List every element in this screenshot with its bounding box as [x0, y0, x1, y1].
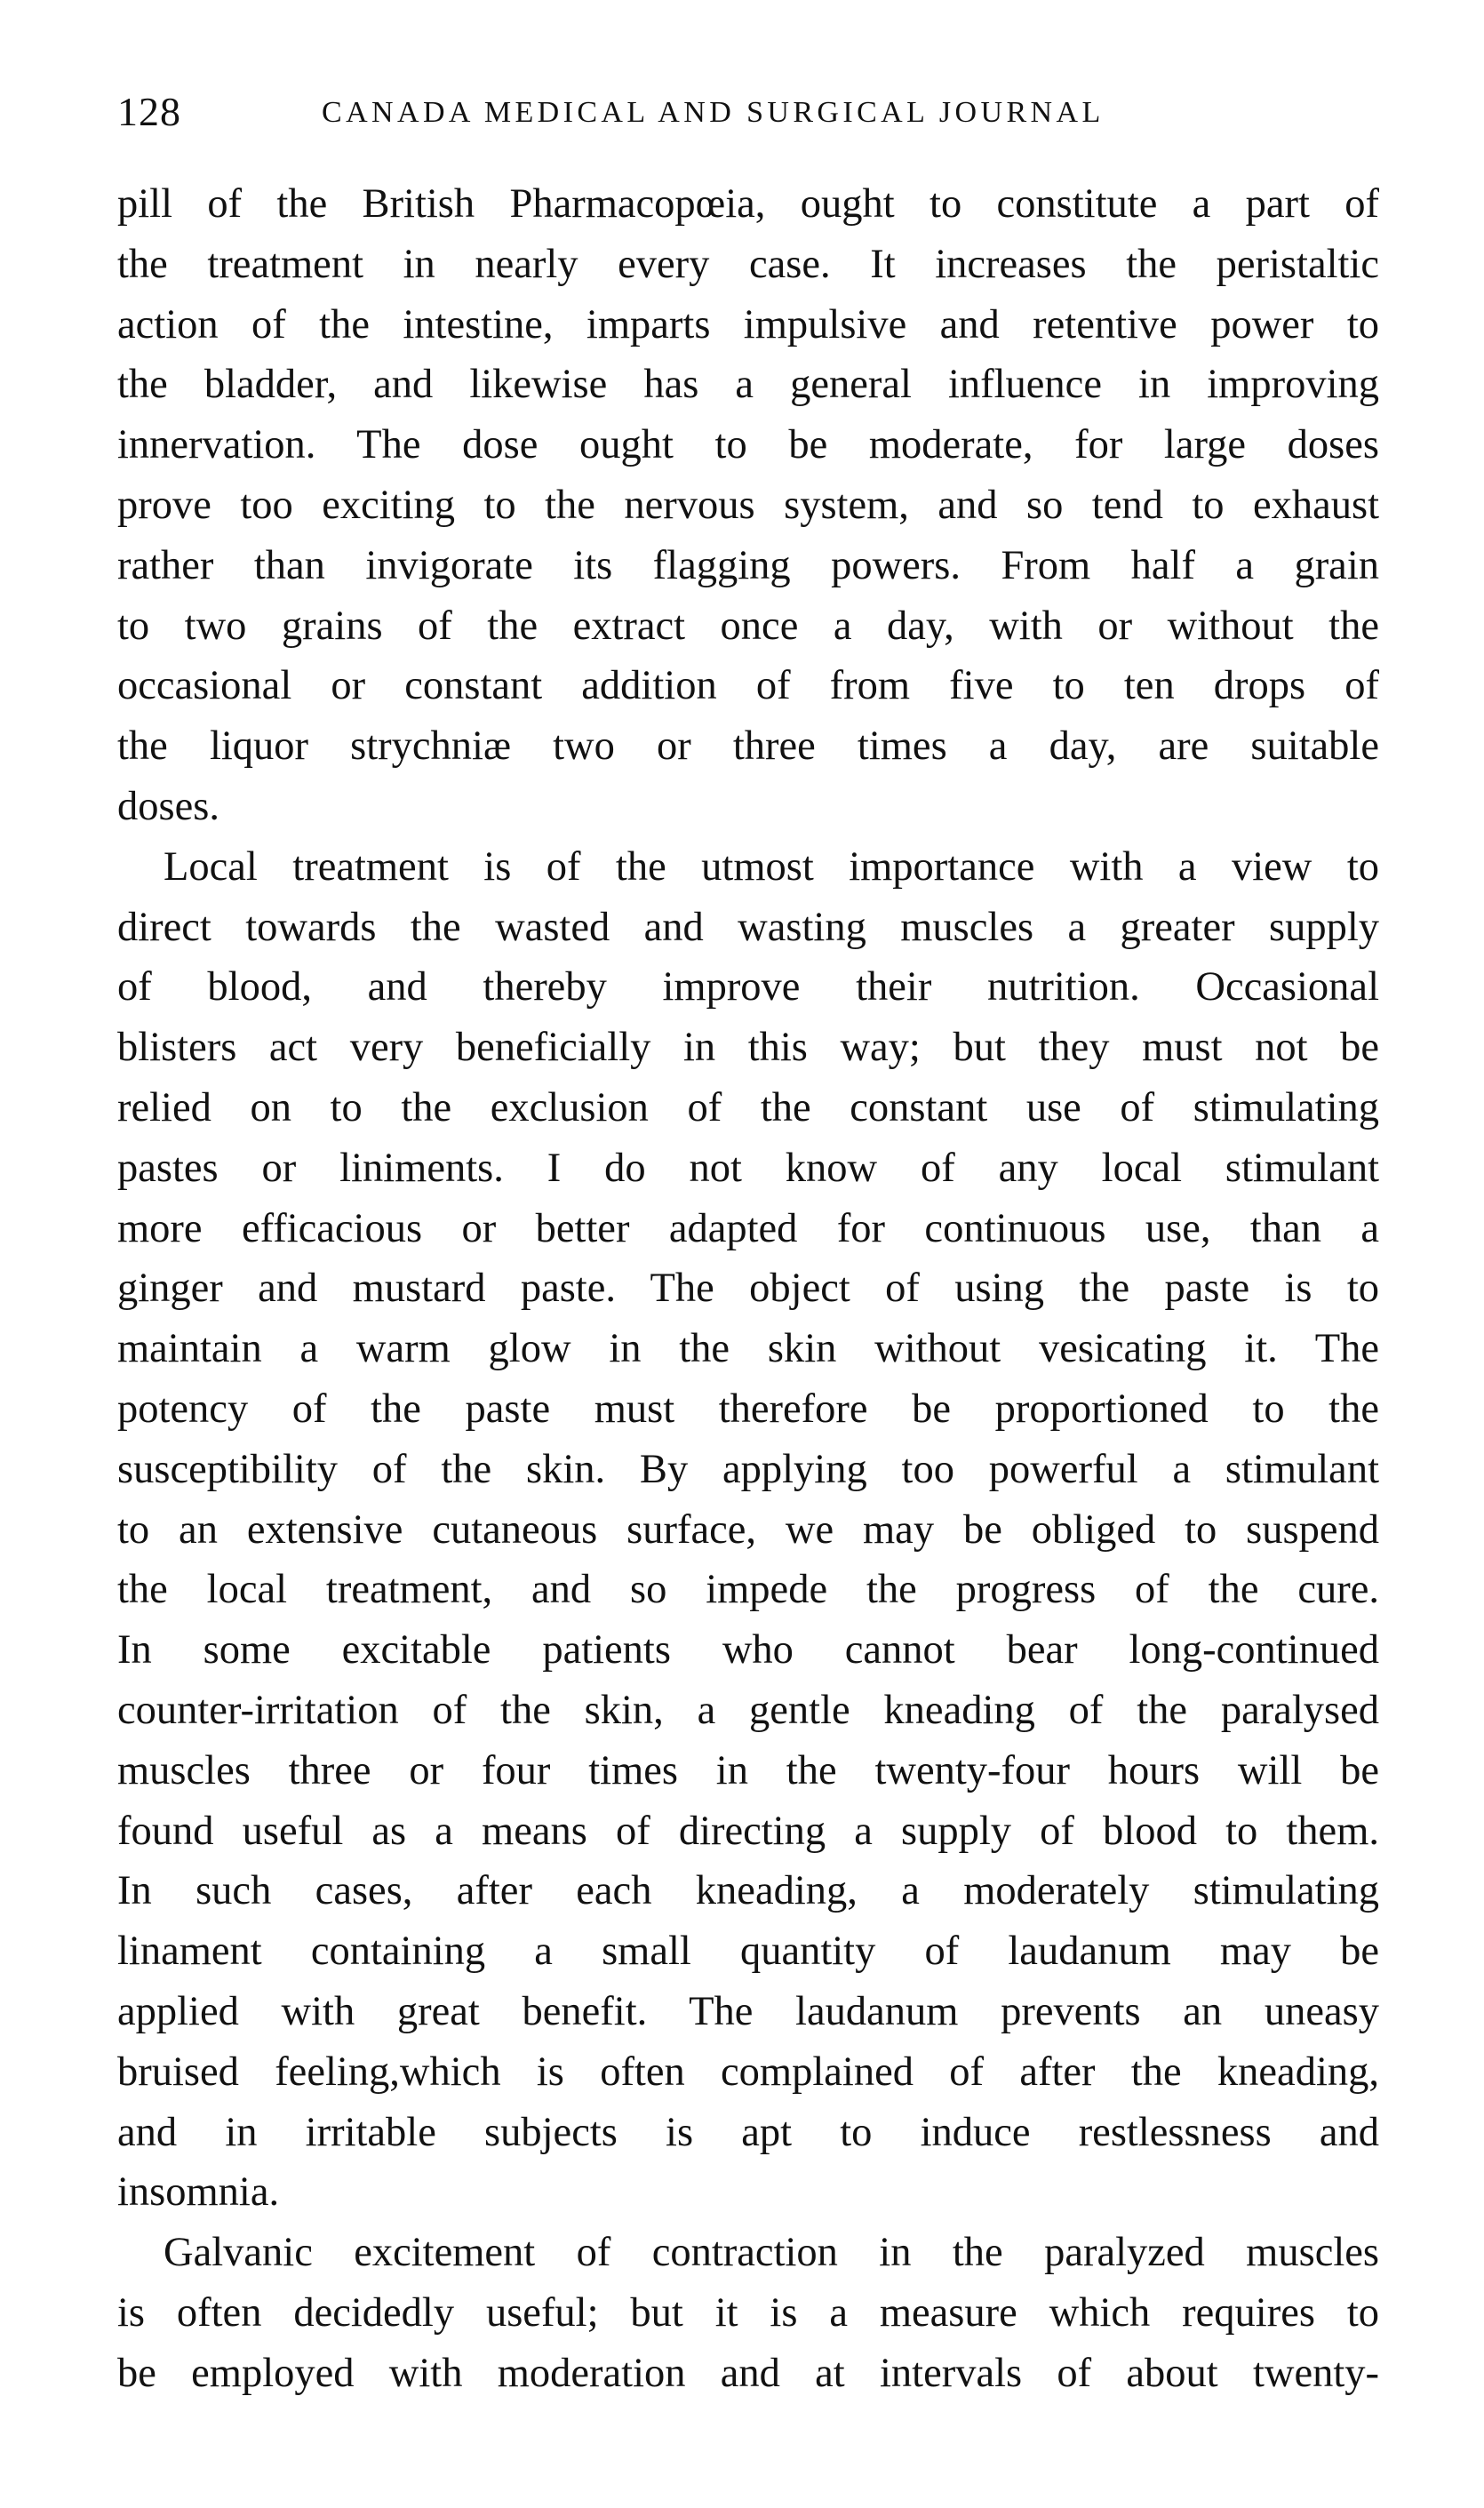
text-line: the treatment in nearly every case. It increases the peristaltic — [117, 241, 1379, 287]
text-line: the bladder, and likewise has a general influence in improving — [117, 362, 1379, 408]
paragraph — [117, 2223, 1379, 2403]
body-text — [117, 174, 1379, 2403]
text-line: to an extensive cutaneous surface, we may be obliged to suspend — [117, 1506, 1379, 1553]
text-line: counter-irritation of the skin, a gentle kneading of the paralysed — [117, 1687, 1379, 1733]
text-line: linament containing a small quantity of laudanum may be — [117, 1929, 1379, 1975]
text-line: Local treatment is of the utmost importance with a view to — [164, 843, 1379, 890]
page-number: 128 — [117, 89, 181, 134]
text-line: innervation. The dose ought to be moderate, for large doses — [117, 422, 1379, 468]
text-line: bruised feeling,which is often complained of after the kneading, — [117, 2049, 1379, 2095]
page-header — [117, 85, 1379, 139]
text-line: the liquor strychniæ two or three times a day, are suitable — [117, 723, 1379, 770]
text-line: rather than invigorate its flagging powers. From half a grain — [117, 542, 1379, 588]
text-line: pastes or liniments. I do not know of any local stimulant — [117, 1145, 1379, 1191]
text-line: relied on to the exclusion of the constant use of stimulating — [117, 1084, 1379, 1130]
paragraph — [117, 837, 1379, 2223]
text-line: applied with great benefit. The laudanum prevents an uneasy — [117, 1988, 1379, 2034]
text-line: is often decidedly useful; but it is a measure which requires to — [117, 2289, 1379, 2336]
text-line: doses. — [117, 783, 219, 829]
text-line: potency of the paste must therefore be proportioned to the — [117, 1386, 1379, 1432]
running-head: CANADA MEDICAL AND SURGICAL JOURNAL — [322, 96, 1105, 129]
text-line: insomnia. — [117, 2169, 280, 2216]
text-line: prove too exciting to the nervous system, and so tend to exhaust — [117, 482, 1379, 528]
text-line: be employed with moderation and at intervals of about twenty- — [117, 2350, 1379, 2396]
text-line: of blood, and thereby improve their nutrition. Occasional — [117, 964, 1379, 1010]
text-line: Galvanic excitement of contraction in the paralyzed muscles — [164, 2230, 1379, 2276]
text-line: occasional or constant addition of from five to ten drops of — [117, 663, 1379, 709]
text-line: In such cases, after each kneading, a moderately stimulating — [117, 1868, 1379, 1914]
text-line: In some excitable patients who cannot bear long-continued — [117, 1627, 1379, 1673]
text-line: to two grains of the extract once a day, with or without the — [117, 603, 1379, 649]
text-line: action of the intestine, imparts impulsive and retentive power to — [117, 301, 1379, 347]
text-line: maintain a warm glow in the skin without vesicating it. The — [117, 1326, 1379, 1372]
text-line: direct towards the wasted and wasting muscles a greater supply — [117, 904, 1379, 950]
text-line: found useful as a means of directing a supply of blood to them. — [117, 1808, 1379, 1854]
text-line: the local treatment, and so impede the progress of the cure. — [117, 1567, 1379, 1613]
text-line: susceptibility of the skin. By applying too powerful a stimulant — [117, 1446, 1379, 1492]
text-line: blisters act very beneficially in this way; but they must not be — [117, 1025, 1379, 1071]
text-line: muscles three or four times in the twenty-four hours will be — [117, 1747, 1379, 1793]
text-line: pill of the British Pharmacopœia, ought to constitute a part of — [117, 181, 1379, 227]
text-line: and in irritable subjects is apt to induce restlessness and — [117, 2109, 1379, 2155]
paragraph — [117, 174, 1379, 837]
text-line: ginger and mustard paste. The object of using the paste is to — [117, 1266, 1379, 1312]
text-line: more efficacious or better adapted for continuous use, than a — [117, 1205, 1379, 1251]
